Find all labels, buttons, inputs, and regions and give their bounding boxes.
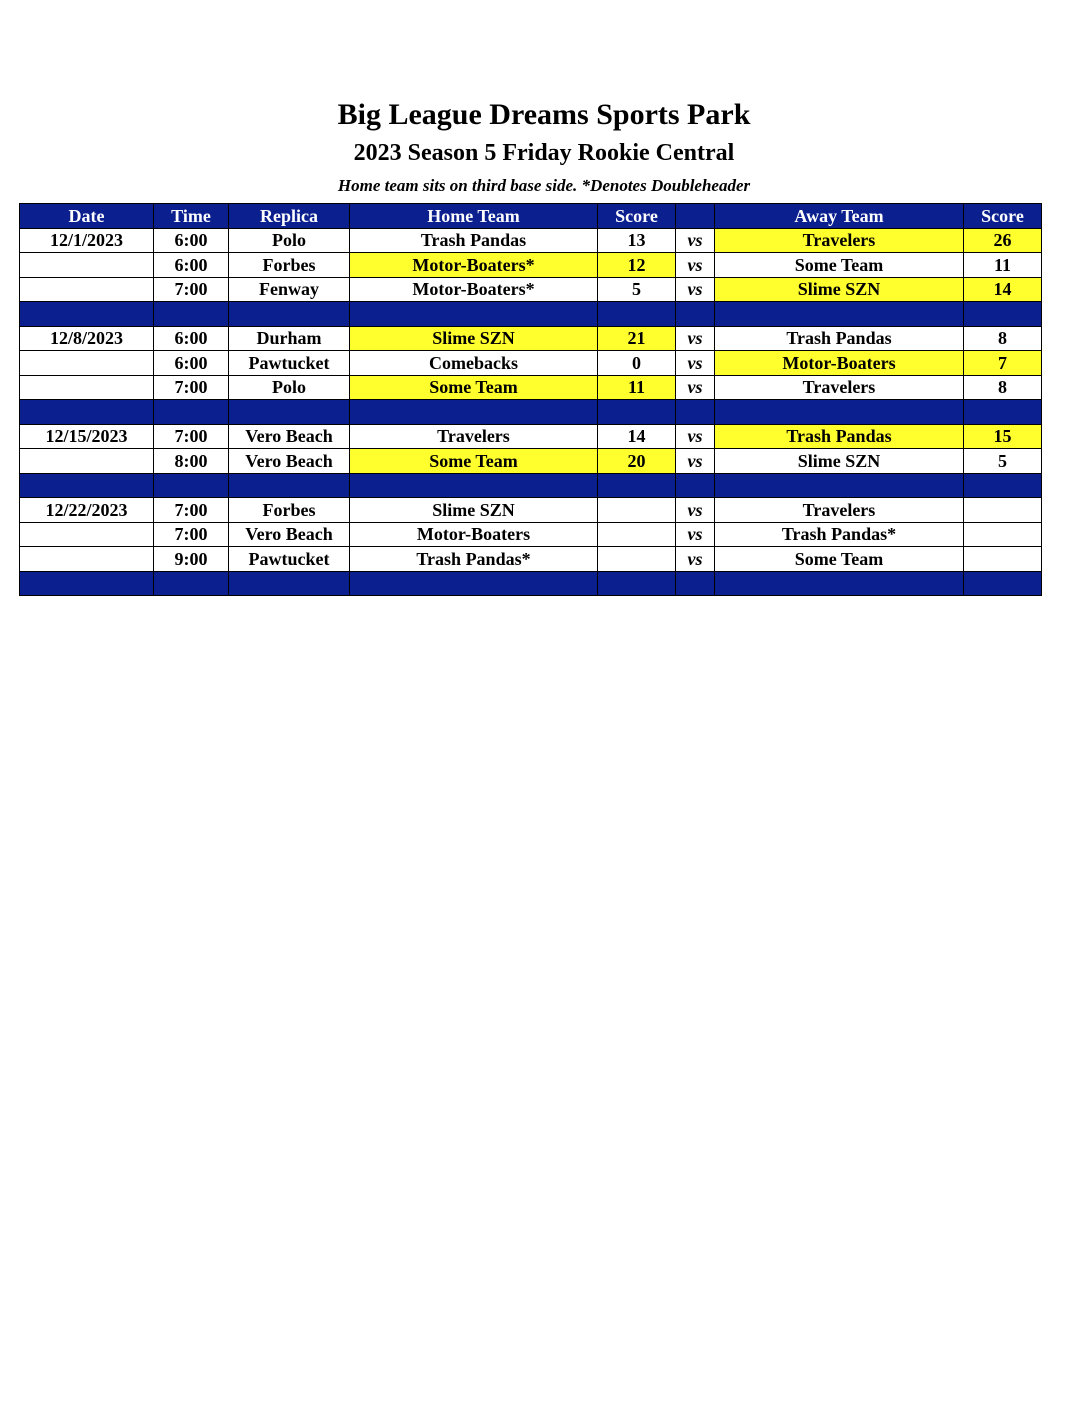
away-team-cell: Travelers <box>715 498 964 523</box>
home-team-cell: Comebacks <box>350 351 598 376</box>
vs-cell: vs <box>676 253 715 278</box>
date-cell <box>20 277 154 302</box>
separator-row <box>20 473 1042 498</box>
away-team-cell: Motor-Boaters <box>715 351 964 376</box>
date-cell <box>20 351 154 376</box>
separator-cell <box>350 400 598 425</box>
away-team-cell: Travelers <box>715 228 964 253</box>
date-cell: 12/8/2023 <box>20 326 154 351</box>
replica-cell: Polo <box>229 375 350 400</box>
col-header-away-team: Away Team <box>715 204 964 229</box>
separator-cell <box>154 302 229 327</box>
replica-cell: Vero Beach <box>229 424 350 449</box>
vs-cell: vs <box>676 547 715 572</box>
col-header-replica: Replica <box>229 204 350 229</box>
separator-cell <box>229 473 350 498</box>
separator-cell <box>676 400 715 425</box>
vs-cell: vs <box>676 449 715 474</box>
home-score-cell: 5 <box>598 277 676 302</box>
away-score-cell <box>964 547 1042 572</box>
home-team-cell: Motor-Boaters* <box>350 277 598 302</box>
separator-row <box>20 571 1042 596</box>
separator-cell <box>598 473 676 498</box>
away-team-cell: Some Team <box>715 253 964 278</box>
separator-cell <box>715 473 964 498</box>
away-score-cell: 26 <box>964 228 1042 253</box>
away-score-cell: 5 <box>964 449 1042 474</box>
replica-cell: Durham <box>229 326 350 351</box>
separator-row <box>20 302 1042 327</box>
date-cell: 12/15/2023 <box>20 424 154 449</box>
schedule-note: Home team sits on third base side. *Denotes Doubleheader <box>337 176 751 195</box>
page-subtitle: 2023 Season 5 Friday Rookie Central <box>353 140 735 166</box>
replica-cell: Pawtucket <box>229 351 350 376</box>
home-score-cell: 21 <box>598 326 676 351</box>
separator-cell <box>20 302 154 327</box>
home-score-cell: 12 <box>598 253 676 278</box>
table-row <box>20 449 1042 474</box>
home-score-cell: 0 <box>598 351 676 376</box>
separator-cell <box>964 302 1042 327</box>
vs-cell: vs <box>676 498 715 523</box>
time-cell: 7:00 <box>154 424 229 449</box>
separator-cell <box>598 571 676 596</box>
separator-cell <box>964 571 1042 596</box>
separator-cell <box>229 400 350 425</box>
separator-cell <box>20 400 154 425</box>
time-cell: 8:00 <box>154 449 229 474</box>
vs-cell: vs <box>676 277 715 302</box>
schedule-table <box>19 203 1042 596</box>
home-team-cell: Some Team <box>350 375 598 400</box>
time-cell: 6:00 <box>154 326 229 351</box>
vs-cell: vs <box>676 228 715 253</box>
home-team-cell: Motor-Boaters <box>350 522 598 547</box>
date-cell <box>20 449 154 474</box>
away-score-cell: 8 <box>964 326 1042 351</box>
table-row <box>20 424 1042 449</box>
separator-cell <box>154 400 229 425</box>
time-cell: 6:00 <box>154 351 229 376</box>
home-team-cell: Slime SZN <box>350 326 598 351</box>
time-cell: 9:00 <box>154 547 229 572</box>
home-score-cell: 13 <box>598 228 676 253</box>
separator-cell <box>676 473 715 498</box>
separator-cell <box>20 571 154 596</box>
replica-cell: Forbes <box>229 498 350 523</box>
home-score-cell: 11 <box>598 375 676 400</box>
away-team-cell: Trash Pandas* <box>715 522 964 547</box>
home-team-cell: Travelers <box>350 424 598 449</box>
separator-cell <box>598 400 676 425</box>
date-cell <box>20 375 154 400</box>
date-cell <box>20 547 154 572</box>
away-score-cell: 8 <box>964 375 1042 400</box>
away-score-cell: 7 <box>964 351 1042 376</box>
vs-cell: vs <box>676 351 715 376</box>
table-row <box>20 253 1042 278</box>
table-row <box>20 277 1042 302</box>
replica-cell: Pawtucket <box>229 547 350 572</box>
home-score-cell: 20 <box>598 449 676 474</box>
time-cell: 7:00 <box>154 277 229 302</box>
time-cell: 6:00 <box>154 228 229 253</box>
replica-cell: Vero Beach <box>229 522 350 547</box>
separator-cell <box>350 302 598 327</box>
home-score-cell: 14 <box>598 424 676 449</box>
time-cell: 7:00 <box>154 522 229 547</box>
separator-cell <box>20 473 154 498</box>
col-header-home-team: Home Team <box>350 204 598 229</box>
away-score-cell: 14 <box>964 277 1042 302</box>
col-header-home-score: Score <box>598 204 676 229</box>
separator-cell <box>154 473 229 498</box>
time-cell: 7:00 <box>154 498 229 523</box>
col-header-date: Date <box>20 204 154 229</box>
separator-cell <box>715 571 964 596</box>
separator-row <box>20 400 1042 425</box>
table-row <box>20 326 1042 351</box>
separator-cell <box>964 473 1042 498</box>
date-cell: 12/22/2023 <box>20 498 154 523</box>
replica-cell: Vero Beach <box>229 449 350 474</box>
away-score-cell <box>964 522 1042 547</box>
home-score-cell <box>598 547 676 572</box>
separator-cell <box>715 302 964 327</box>
col-header-away-score: Score <box>964 204 1042 229</box>
separator-cell <box>229 302 350 327</box>
table-row <box>20 547 1042 572</box>
table-row <box>20 351 1042 376</box>
away-team-cell: Trash Pandas <box>715 326 964 351</box>
separator-cell <box>715 400 964 425</box>
home-team-cell: Trash Pandas* <box>350 547 598 572</box>
date-cell: 12/1/2023 <box>20 228 154 253</box>
page-title: Big League Dreams Sports Park <box>337 98 751 131</box>
separator-cell <box>598 302 676 327</box>
home-team-cell: Slime SZN <box>350 498 598 523</box>
separator-cell <box>676 571 715 596</box>
schedule-body <box>20 228 1042 596</box>
home-score-cell <box>598 522 676 547</box>
separator-cell <box>676 302 715 327</box>
separator-cell <box>964 400 1042 425</box>
vs-cell: vs <box>676 522 715 547</box>
replica-cell: Forbes <box>229 253 350 278</box>
replica-cell: Fenway <box>229 277 350 302</box>
home-score-cell <box>598 498 676 523</box>
away-team-cell: Trash Pandas <box>715 424 964 449</box>
separator-cell <box>350 571 598 596</box>
separator-cell <box>350 473 598 498</box>
date-cell <box>20 522 154 547</box>
col-header-vs <box>676 204 715 229</box>
away-score-cell <box>964 498 1042 523</box>
replica-cell: Polo <box>229 228 350 253</box>
vs-cell: vs <box>676 326 715 351</box>
home-team-cell: Motor-Boaters* <box>350 253 598 278</box>
away-score-cell: 15 <box>964 424 1042 449</box>
time-cell: 7:00 <box>154 375 229 400</box>
away-team-cell: Slime SZN <box>715 449 964 474</box>
away-team-cell: Some Team <box>715 547 964 572</box>
time-cell: 6:00 <box>154 253 229 278</box>
home-team-cell: Trash Pandas <box>350 228 598 253</box>
table-header-row <box>20 204 1042 229</box>
table-row <box>20 498 1042 523</box>
table-row <box>20 522 1042 547</box>
home-team-cell: Some Team <box>350 449 598 474</box>
date-cell <box>20 253 154 278</box>
table-row <box>20 228 1042 253</box>
table-row <box>20 375 1042 400</box>
vs-cell: vs <box>676 424 715 449</box>
away-team-cell: Travelers <box>715 375 964 400</box>
vs-cell: vs <box>676 375 715 400</box>
col-header-time: Time <box>154 204 229 229</box>
away-team-cell: Slime SZN <box>715 277 964 302</box>
away-score-cell: 11 <box>964 253 1042 278</box>
separator-cell <box>154 571 229 596</box>
separator-cell <box>229 571 350 596</box>
